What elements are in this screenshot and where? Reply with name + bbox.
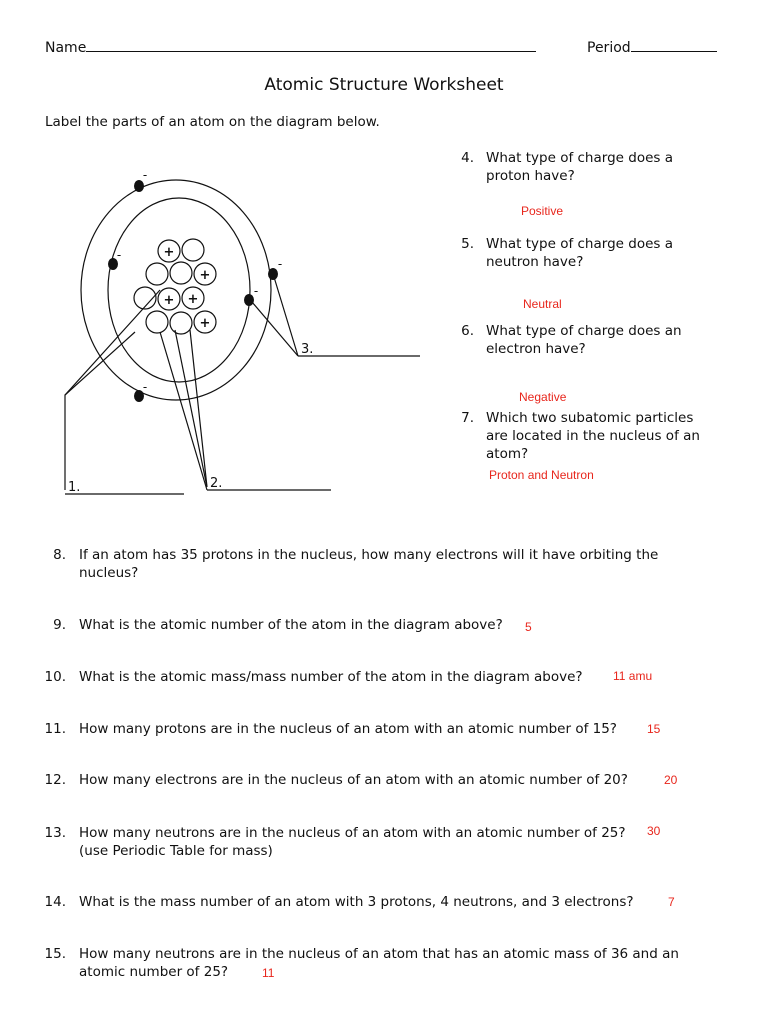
label-3: 3. bbox=[301, 342, 314, 357]
label-2: 2. bbox=[210, 476, 223, 491]
answer-15: 11 bbox=[262, 966, 275, 980]
answer-10: 11 amu bbox=[613, 669, 653, 683]
answer-6: Negative bbox=[519, 390, 567, 404]
worksheet-title: Atomic Structure Worksheet bbox=[264, 75, 504, 95]
electron-minus: - bbox=[142, 380, 148, 394]
period-field[interactable] bbox=[587, 37, 717, 56]
label-1: 1. bbox=[68, 480, 81, 495]
electrons bbox=[108, 180, 278, 402]
inner-orbit bbox=[108, 198, 250, 382]
electron-minus: - bbox=[142, 168, 148, 182]
proton-plus: + bbox=[199, 268, 211, 283]
instruction-text: Label the parts of an atom on the diagram below. bbox=[45, 114, 380, 130]
proton-plus: + bbox=[199, 316, 211, 331]
period-blank[interactable] bbox=[631, 37, 717, 52]
answer-12: 20 bbox=[664, 773, 678, 787]
answer-11: 15 bbox=[647, 722, 661, 736]
name-label: Name bbox=[45, 40, 87, 56]
proton-plus: + bbox=[163, 293, 175, 308]
answer-4: Positive bbox=[521, 204, 564, 218]
name-blank[interactable] bbox=[86, 37, 536, 52]
electron-minus: - bbox=[277, 257, 283, 271]
electron-minus: - bbox=[253, 284, 259, 298]
name-field[interactable] bbox=[45, 37, 536, 56]
answer-5: Neutral bbox=[523, 297, 562, 311]
proton-plus: + bbox=[163, 245, 175, 260]
proton-plus: + bbox=[187, 292, 199, 307]
answer-9: 5 bbox=[525, 620, 532, 634]
answer-14: 7 bbox=[668, 895, 675, 909]
electron-minus: - bbox=[116, 248, 122, 262]
period-label: Period bbox=[587, 40, 631, 56]
answer-13: 30 bbox=[647, 824, 661, 838]
pointer-line-3 bbox=[274, 277, 298, 356]
answer-7: Proton and Neutron bbox=[489, 468, 594, 482]
atom-diagram bbox=[0, 130, 460, 530]
